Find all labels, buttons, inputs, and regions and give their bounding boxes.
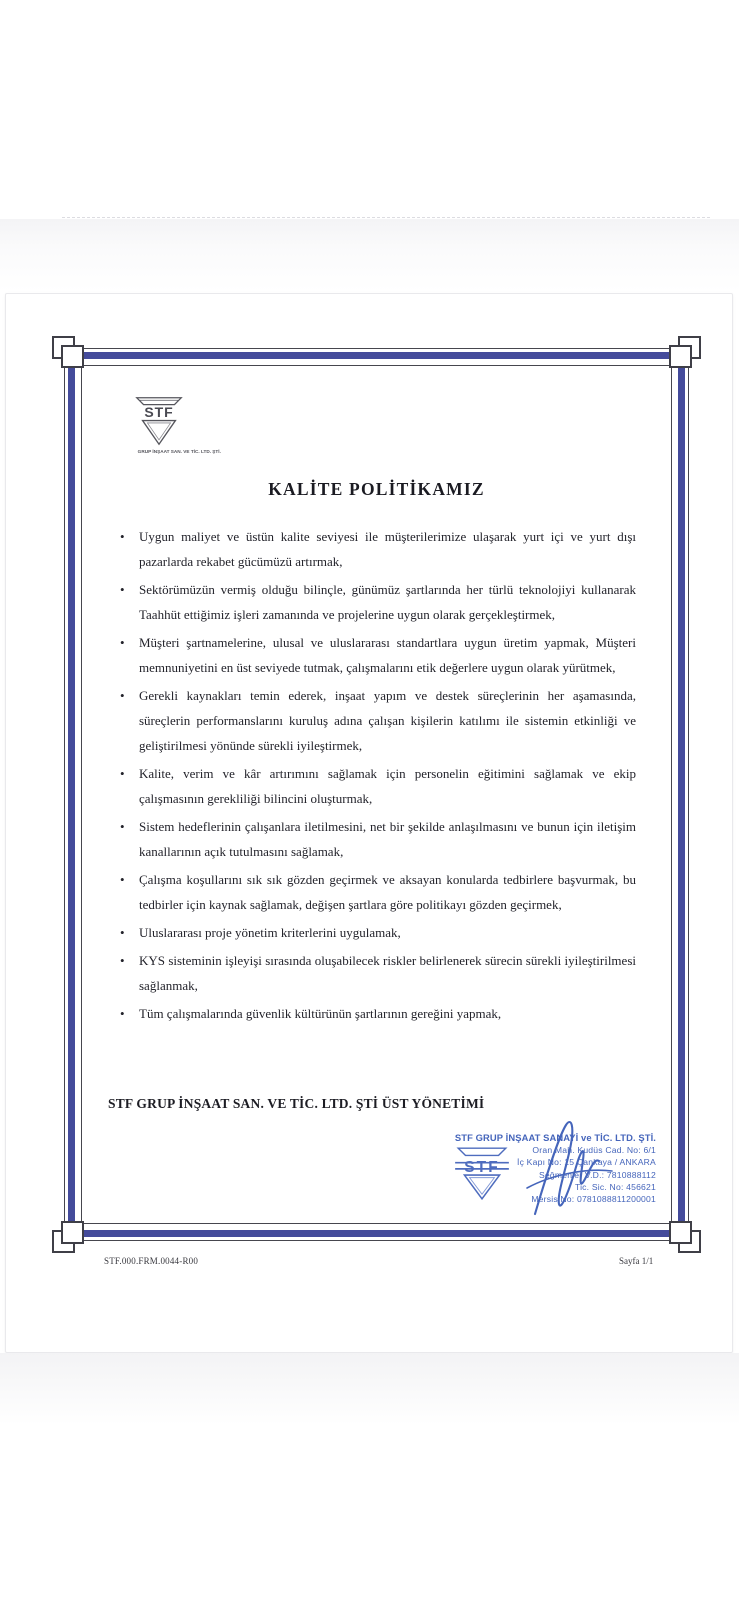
policy-item: • Müşteri şartnamelerine, ulusal ve uluslararası standartlara uygun üretim yapmak, Müşteri memnuniyetini en üst seviyede tutmak, çalışmalarını etik değerlere uygun olarak yürütmek, [116,630,636,680]
stf-logo-icon [130,394,188,448]
previous-page-edge [62,217,710,218]
page-number: Sayfa 1/1 [619,1256,654,1266]
stamp-text-line: Oran Mah. Kudüs Cad. No: 6/1 [532,1145,656,1156]
document-code: STF.000.FRM.0044-R00 [104,1256,199,1266]
policy-item: • Uluslararası proje yönetim kriterlerini uygulamak, [116,920,636,945]
policy-item: • Kalite, verim ve kâr artırımını sağlamak için personelin eğitimini sağlamak ve ekip çalışmasının gerekliliği bilincini oluşturmak, [116,761,636,811]
corner-ornament [61,345,84,368]
company-logo [118,394,221,459]
handwritten-signature [509,1116,627,1220]
page-title: KALİTE POLİTİKAMIZ [268,479,485,499]
policy-item: • KYS sisteminin işleyişi sırasında oluşabilecek riskler belirlenerek sürecin sürekli iyileştirilmesi sağlanmak, [116,948,636,998]
stamp-text-line: Seğmenler V.D.: 7810888112 [538,1169,656,1180]
corner-ornament [669,1221,692,1244]
policy-list [116,524,636,1029]
management-line: STF GRUP İNŞAAT SAN. VE TİC. LTD. ŞTİ ÜST YÖNETİMİ [108,1096,485,1111]
page-gap-shadow [0,219,739,292]
policy-item: • Çalışma koşullarını sık sık gözden geçirmek ve aksayan konularda tedbirlere başvurmak, bu tedbirler için kaynak sağlamak, değişen şartlara göre politikayı gözden geçirmek, [116,867,636,917]
policy-item: • Tüm çalışmalarında güvenlik kültürünün şartlarının gereğini yapmak, [116,1001,636,1026]
stamp-text-line: İç Kapı No: 15 Çankaya / ANKARA [517,1157,656,1168]
stamp-text-line: STF GRUP İNŞAAT SANAYİ ve TİC. LTD. ŞTİ. [454,1132,656,1143]
policy-item: • Sistem hedeflerinin çalışanlara iletilmesini, net bir şekilde anlaşılmasını ve bunun için iletişim kanallarının açık tutulmasını sağlamak, [116,814,636,864]
policy-item: • Uygun maliyet ve üstün kalite seviyesi ile müşterilerimize ulaşarak yurt içi ve yurt dışı pazarlarda rekabet gücümüzü artırmak, [116,524,636,574]
company-stamp [451,1132,656,1222]
corner-ornament [669,345,692,368]
stf-logo-letters: STF [144,404,174,421]
stamp-text-line: Tic. Sic. No: 456621 [574,1181,656,1192]
corner-ornament [61,1221,84,1244]
document-page [5,293,733,1353]
policy-item: • Gerekli kaynakları temin ederek, inşaat yapım ve destek süreçlerinin her aşamasında, süreçlerin performanslarını kuruluş adına çalışan kişilerin katılımı ile sistemin etkinliği ve geliştirilmesi yönünde sürekli iyileştirmek, [116,683,636,758]
stamp-text-line: Mersis No: 0781088811200001 [531,1194,656,1205]
page-bottom-shadow [0,1353,739,1425]
logo-caption: GRUP İNŞAAT SAN. VE TİC. LTD. ŞTİ. [137,449,221,455]
stamp-logo-letters: STF [464,1158,500,1176]
policy-item: • Sektörümüzün vermiş olduğu bilinçle, günümüz şartlarında her türlü teknolojiyi kullanarak Taahhüt ettiğimiz işleri zamanında ve projelerine uygun olarak gerçekleştirmek, [116,577,636,627]
